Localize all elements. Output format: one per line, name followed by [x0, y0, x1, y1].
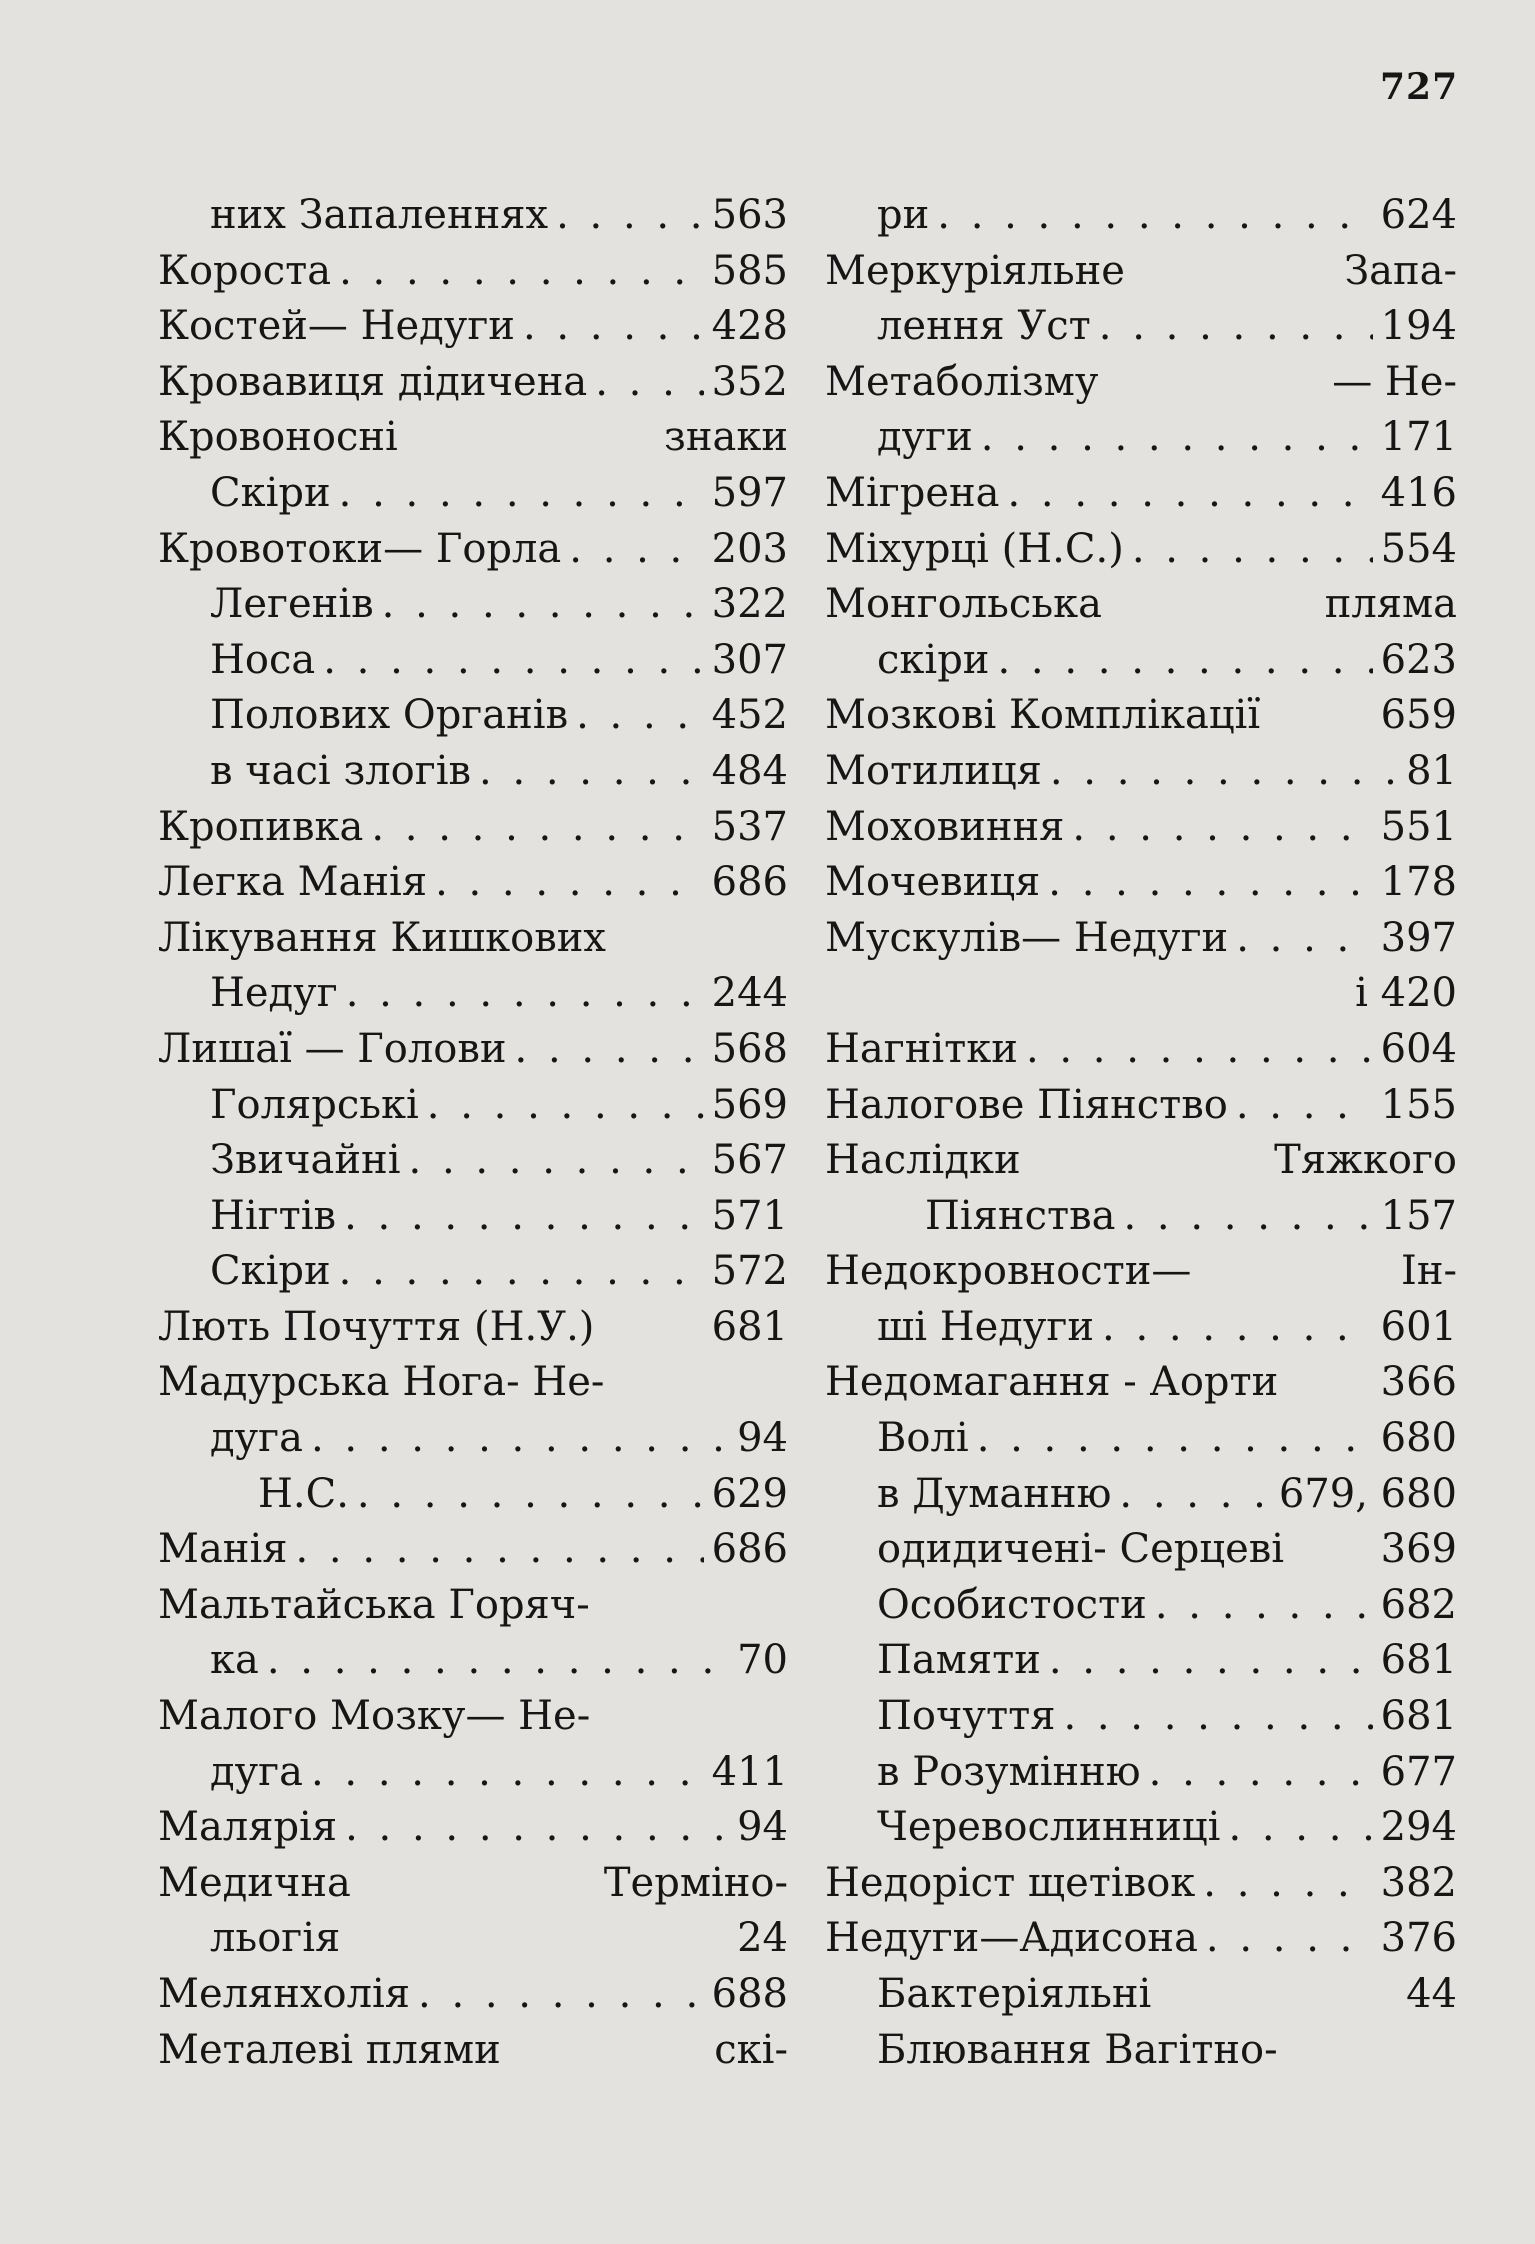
index-entry: [825, 1633, 1457, 1689]
entry-term: ри: [877, 192, 930, 238]
index-entry: [158, 1856, 788, 1912]
entry-page-number: 171: [1380, 414, 1457, 461]
entry-page-number: 94: [737, 1415, 788, 1462]
dot-leader: [1132, 522, 1373, 578]
entry-term: скіри: [877, 636, 990, 683]
entry-term: Нагнітки: [825, 1025, 1018, 1072]
entry-term: Блювання Вагітно-: [877, 2026, 1278, 2073]
entry-page-number: 537: [711, 803, 788, 850]
entry-term: Недокровности—: [825, 1248, 1192, 1295]
entry-page-number: 484: [711, 747, 788, 794]
index-entry: [825, 299, 1457, 355]
entry-term: Волі: [877, 1415, 969, 1462]
entry-term: Лишаї — Голови: [158, 1025, 507, 1072]
entry-term: Моховиння: [825, 803, 1065, 850]
dot-leader: [997, 633, 1372, 689]
entry-term: Скіри: [210, 1248, 331, 1295]
index-entry: [825, 410, 1457, 466]
index-entry: [825, 188, 1457, 244]
dot-leader: [346, 966, 704, 1022]
index-entry: [825, 355, 1457, 411]
index-entry: [825, 1133, 1457, 1189]
dot-leader: [1026, 1022, 1373, 1078]
entry-page-number: 681: [1380, 1637, 1457, 1684]
index-entry: [825, 800, 1457, 856]
index-column-right: [825, 188, 1457, 2078]
index-entry: [158, 1745, 788, 1801]
index-entry: [825, 1022, 1457, 1078]
index-entry: [158, 1300, 788, 1356]
dot-leader: [523, 299, 704, 355]
entry-term: Монгольська: [825, 581, 1102, 628]
entry-term: Піянства: [925, 1192, 1116, 1239]
dot-leader: [937, 188, 1372, 244]
entry-page-number: 563: [711, 192, 788, 238]
entry-page-number: 682: [1380, 1581, 1457, 1628]
dot-leader: [479, 744, 704, 800]
index-entry: [825, 1911, 1457, 1967]
dot-leader: [409, 1133, 704, 1189]
dot-leader: [339, 466, 704, 522]
index-entry: [158, 577, 788, 633]
entry-page-number: 681: [711, 1303, 788, 1350]
entry-page-number: 382: [1380, 1859, 1457, 1906]
entry-term: Кровавиця дідичена: [158, 358, 588, 405]
dot-leader: [595, 355, 703, 411]
dot-leader: [1123, 1189, 1372, 1245]
index-entry: [825, 577, 1457, 633]
entry-term: Мальтайська Горяч-: [158, 1581, 590, 1628]
entry-term: ка: [210, 1637, 259, 1684]
index-entry: [158, 911, 788, 967]
index-entry: [825, 744, 1457, 800]
index-entry: [158, 2023, 788, 2079]
index-column-left: [158, 188, 788, 2078]
index-entry: [825, 688, 1457, 744]
dot-leader: [344, 1189, 704, 1245]
dot-leader: [357, 1467, 704, 1523]
entry-page-number: 551: [1380, 803, 1457, 850]
dot-leader: [339, 1244, 704, 1300]
entry-term: Мочевиця: [825, 859, 1041, 906]
entry-term: одидичені- Серцеві: [877, 1526, 1285, 1573]
entry-term: Н.С.: [258, 1470, 349, 1517]
index-entry: [825, 1244, 1457, 1300]
entry-term: Легенів: [210, 581, 374, 628]
entry-page-number: 601: [1380, 1303, 1457, 1350]
entry-page-number: і 420: [1355, 970, 1457, 1017]
index-entry: [825, 2023, 1457, 2079]
dot-leader: [981, 410, 1373, 466]
entry-page-number: 352: [711, 358, 788, 405]
index-entry: [825, 1467, 1457, 1523]
entry-page-number: 604: [1380, 1025, 1457, 1072]
dot-leader: [569, 522, 703, 578]
entry-term-continuation: скі-: [714, 2026, 788, 2073]
entry-term: Недуг: [210, 970, 338, 1017]
entry-term: Короста: [158, 247, 332, 294]
entry-term: Кропивка: [158, 803, 364, 850]
entry-term: Носа: [210, 636, 316, 683]
entry-page-number: 411: [711, 1748, 788, 1795]
index-entry: [825, 911, 1457, 967]
index-entry: [825, 966, 1457, 1022]
entry-term: Черевослинниці: [877, 1804, 1221, 1851]
entry-page-number: 203: [711, 525, 788, 572]
entry-term: Малярія: [158, 1804, 338, 1851]
entry-page-number: 688: [711, 1971, 788, 2017]
index-entry: [158, 522, 788, 578]
entry-page-number: 44: [1406, 1971, 1457, 2017]
dot-leader: [1236, 1078, 1373, 1134]
dot-leader: [345, 1800, 729, 1856]
entry-term: Мелянхолія: [158, 1971, 411, 2017]
entry-term-continuation: Ін-: [1401, 1248, 1457, 1295]
entry-term: Малого Мозку— Не-: [158, 1693, 591, 1740]
entry-term-continuation: Терміно-: [603, 1859, 788, 1906]
entry-page-number: 397: [1380, 914, 1457, 961]
entry-page-number: 680: [1380, 1415, 1457, 1462]
index-entry: [825, 1967, 1457, 2023]
entry-page-number: 369: [1380, 1526, 1457, 1573]
dot-leader: [371, 800, 703, 856]
entry-term: Голярські: [210, 1081, 419, 1128]
entry-page-number: 70: [737, 1637, 788, 1684]
dot-leader: [1049, 1633, 1373, 1689]
entry-page-number: 452: [711, 692, 788, 739]
index-entry: [825, 522, 1457, 578]
entry-term: Мігрена: [825, 469, 1000, 516]
dot-leader: [1063, 1689, 1372, 1745]
index-entry: [158, 466, 788, 522]
entry-page-number: 629: [711, 1470, 788, 1517]
dot-leader: [1072, 800, 1372, 856]
entry-page-number: 686: [711, 1526, 788, 1573]
dot-leader: [1048, 855, 1372, 911]
index-entry: [158, 244, 788, 300]
entry-term: Мозкові Комплікації: [825, 692, 1261, 739]
index-entry: [825, 1745, 1457, 1801]
dot-leader: [1203, 1856, 1372, 1912]
entry-page-number: 294: [1380, 1804, 1457, 1851]
index-entry: [158, 1078, 788, 1134]
entry-term: Меркуріяльне: [825, 247, 1125, 294]
entry-term: Нігтів: [210, 1192, 337, 1239]
dot-leader: [296, 1522, 704, 1578]
dot-leader: [418, 1967, 704, 2023]
entry-term-continuation: Тяжкого: [1274, 1137, 1457, 1184]
entry-term: Скіри: [210, 469, 331, 516]
entry-page-number: 307: [711, 636, 788, 683]
dot-leader: [323, 633, 703, 689]
entry-page-number: 157: [1380, 1192, 1457, 1239]
index-entry: [158, 633, 788, 689]
index-entry: [825, 1411, 1457, 1467]
dot-leader: [1008, 466, 1373, 522]
index-entry: [158, 1244, 788, 1300]
index-entry: [825, 1578, 1457, 1634]
entry-page-number: 567: [711, 1137, 788, 1184]
dot-leader: [435, 855, 704, 911]
page-number: 727: [1380, 66, 1459, 108]
index-entry: [825, 1189, 1457, 1245]
entry-page-number: 659: [1380, 692, 1457, 739]
index-entry: [825, 1689, 1457, 1745]
entry-page-number: 623: [1380, 636, 1457, 683]
entry-term: Металеві плями: [158, 2026, 501, 2073]
entry-term: них Запаленнях: [210, 192, 549, 238]
entry-term: Костей— Недуги: [158, 303, 515, 350]
entry-term: Лють Почуття (Н.У.): [158, 1303, 595, 1350]
entry-page-number: 569: [711, 1081, 788, 1128]
entry-term: Медична: [158, 1859, 351, 1906]
entry-term: ші Недуги: [877, 1303, 1095, 1350]
dot-leader: [1155, 1578, 1373, 1634]
entry-term: Налогове Піянство: [825, 1081, 1228, 1128]
dot-leader: [977, 1411, 1373, 1467]
entry-term: дуга: [210, 1748, 303, 1795]
index-entry: [158, 966, 788, 1022]
index-entry: [825, 1300, 1457, 1356]
entry-term-continuation: Запа-: [1344, 247, 1457, 294]
dot-leader: [1206, 1911, 1373, 1967]
entry-page-number: 376: [1380, 1915, 1457, 1962]
index-entry: [158, 744, 788, 800]
entry-term: лення Уст: [877, 303, 1091, 350]
dot-leader: [556, 188, 704, 244]
entry-term: в часі злогів: [210, 747, 472, 794]
index-entry: [158, 855, 788, 911]
index-entry: [825, 1078, 1457, 1134]
index-entry: [158, 1022, 788, 1078]
entry-term: Памяти: [877, 1637, 1041, 1684]
entry-term: Мотилиця: [825, 747, 1042, 794]
index-entry: [158, 1189, 788, 1245]
index-entry: [158, 299, 788, 355]
entry-page-number: 679, 680: [1278, 1470, 1457, 1517]
index-entry: [825, 1522, 1457, 1578]
entry-term: Лікування Кишкових: [158, 914, 606, 961]
index-entry: [825, 1800, 1457, 1856]
entry-term: Мадурська Нога- Не-: [158, 1359, 605, 1406]
index-entry: [158, 688, 788, 744]
entry-term: Полових Органів: [210, 692, 569, 739]
entry-page-number: 155: [1380, 1081, 1457, 1128]
entry-term: Бактеріяльні: [877, 1971, 1152, 2017]
entry-term: в Розумінню: [877, 1748, 1141, 1795]
index-entry: [158, 1800, 788, 1856]
index-entry: [825, 1856, 1457, 1912]
entry-page-number: 244: [711, 970, 788, 1017]
entry-page-number: 571: [711, 1192, 788, 1239]
entry-page-number: 94: [737, 1804, 788, 1851]
entry-page-number: 428: [711, 303, 788, 350]
dot-leader: [1099, 299, 1373, 355]
dot-leader: [382, 577, 704, 633]
index-entry: [825, 466, 1457, 522]
entry-page-number: 677: [1380, 1748, 1457, 1795]
index-entry: [158, 1133, 788, 1189]
entry-page-number: 366: [1380, 1359, 1457, 1406]
entry-page-number: 416: [1380, 469, 1457, 516]
entry-term: дуга: [210, 1415, 303, 1462]
entry-term: Недомагання - Аорти: [825, 1359, 1279, 1406]
entry-page-number: 194: [1380, 303, 1457, 350]
dot-leader: [1228, 1800, 1372, 1856]
index-entry: [158, 800, 788, 856]
entry-term: Міхурці (Н.С.): [825, 525, 1124, 572]
entry-term: Легка Манія: [158, 859, 428, 906]
dot-leader: [576, 688, 704, 744]
dot-leader: [339, 244, 704, 300]
entry-page-number: 681: [1380, 1693, 1457, 1740]
entry-page-number: 585: [711, 247, 788, 294]
dot-leader: [311, 1411, 729, 1467]
entry-term: Мускулів— Недуги: [825, 914, 1229, 961]
index-entry: [158, 355, 788, 411]
entry-term: Кровоносні: [158, 414, 398, 461]
entry-page-number: 624: [1380, 192, 1457, 238]
entry-term: Манія: [158, 1526, 288, 1573]
entry-term: Наслідки: [825, 1137, 1021, 1184]
index-entry: [158, 188, 788, 244]
entry-page-number: 597: [711, 469, 788, 516]
index-entry: [825, 244, 1457, 300]
entry-term: Недуги—Адисона: [825, 1915, 1198, 1962]
entry-page-number: 24: [737, 1915, 788, 1962]
entry-page-number: 568: [711, 1025, 788, 1072]
index-entry: [158, 1522, 788, 1578]
index-entry: [158, 1578, 788, 1634]
index-entry: [158, 1411, 788, 1467]
dot-leader: [267, 1633, 729, 1689]
dot-leader: [1149, 1745, 1373, 1801]
entry-term: льогія: [210, 1915, 341, 1962]
entry-term: Недоріст щетівок: [825, 1859, 1196, 1906]
entry-term: Кровотоки— Горла: [158, 525, 562, 572]
index-entry: [158, 1911, 788, 1967]
entry-page-number: 322: [711, 581, 788, 628]
index-entry: [158, 1967, 788, 2023]
entry-page-number: 572: [711, 1248, 788, 1295]
entry-term: Особистости: [877, 1581, 1147, 1628]
index-entry: [825, 855, 1457, 911]
index-entry: [158, 1689, 788, 1745]
entry-page-number: 554: [1380, 525, 1457, 572]
dot-leader: [1119, 1467, 1270, 1523]
entry-term: дуги: [877, 414, 973, 461]
entry-page-number: 178: [1380, 859, 1457, 906]
index-entry: [158, 410, 788, 466]
index-entry: [158, 1633, 788, 1689]
dot-leader: [1050, 744, 1398, 800]
entry-term: Метаболізму: [825, 358, 1099, 405]
index-entry: [158, 1355, 788, 1411]
index-entry: [158, 1467, 788, 1523]
index-entry: [825, 633, 1457, 689]
entry-term-continuation: знаки: [664, 414, 788, 461]
dot-leader: [1236, 911, 1372, 967]
entry-term: Почуття: [877, 1693, 1056, 1740]
entry-term-continuation: пляма: [1324, 581, 1457, 628]
dot-leader: [1102, 1300, 1373, 1356]
dot-leader: [311, 1745, 704, 1801]
entry-page-number: 81: [1406, 747, 1457, 794]
entry-term: Звичайні: [210, 1137, 401, 1184]
entry-term: в Думанню: [877, 1470, 1112, 1517]
entry-term-continuation: — Не-: [1332, 358, 1457, 405]
dot-leader: [515, 1022, 704, 1078]
index-entry: [825, 1355, 1457, 1411]
entry-page-number: 686: [711, 859, 788, 906]
dot-leader: [427, 1078, 704, 1134]
